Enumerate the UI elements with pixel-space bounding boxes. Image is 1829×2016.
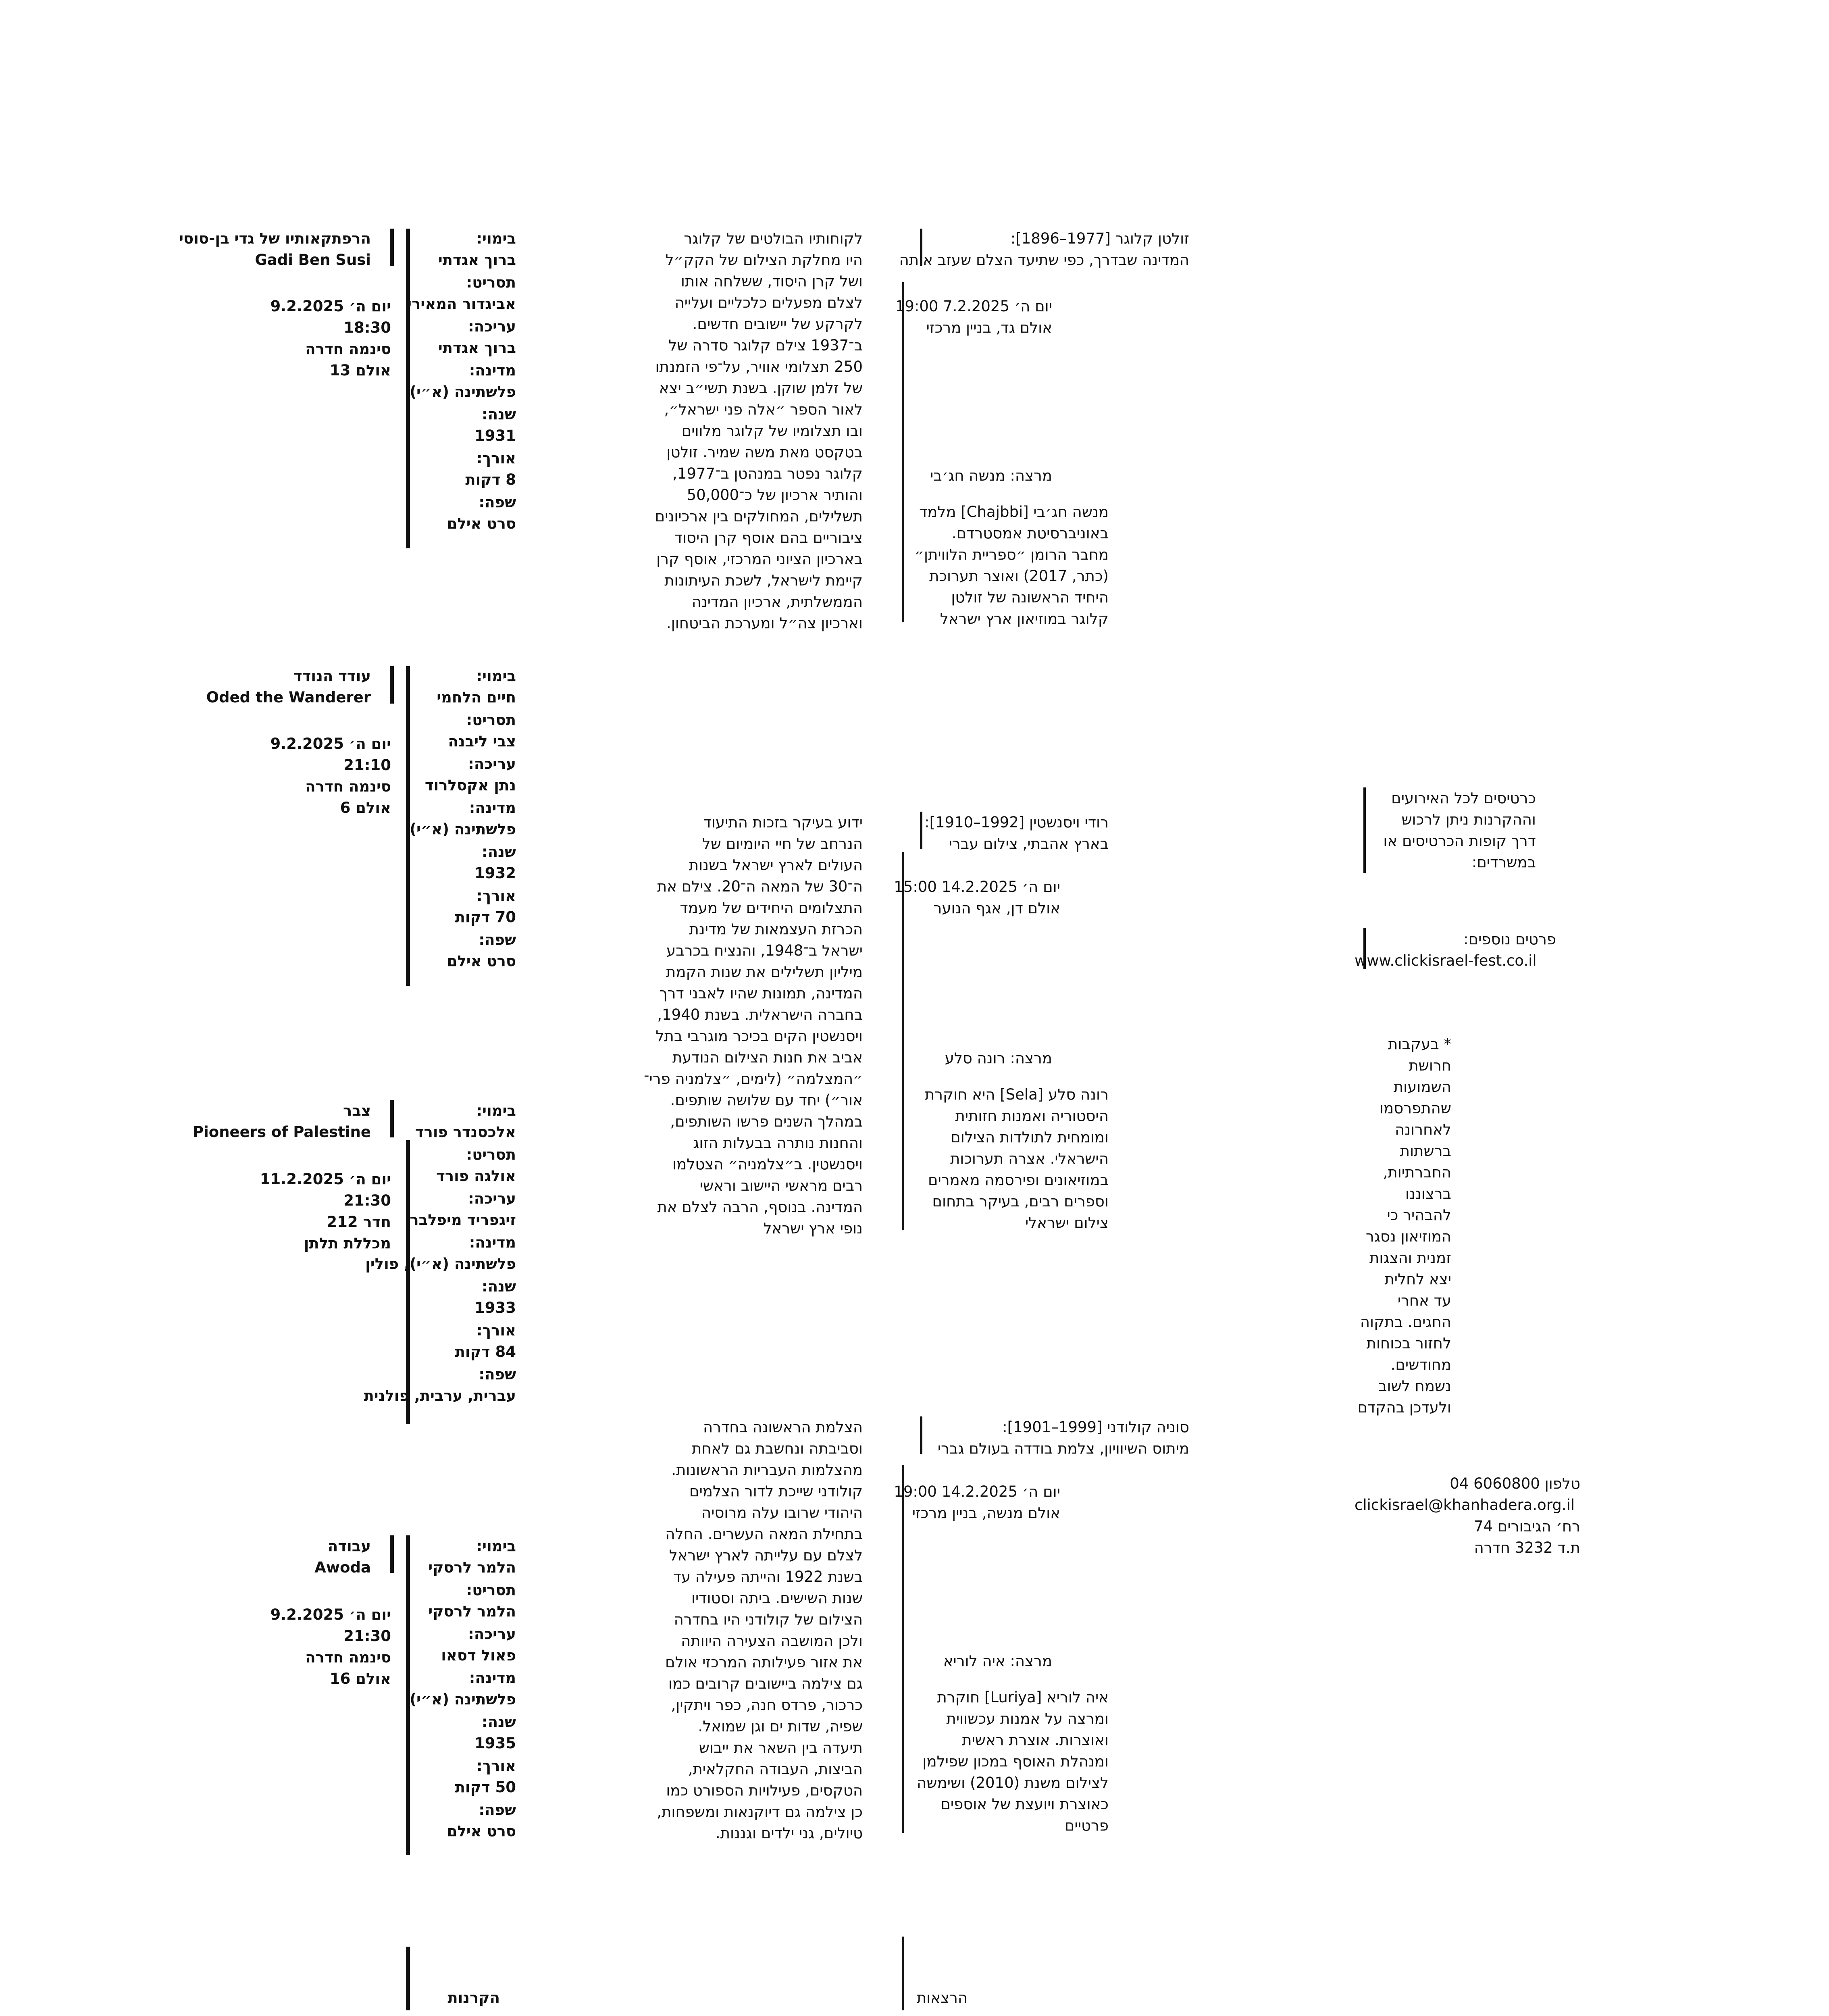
closure-note: * בעקבות חרושת השמועות שהתפרסמו לאחרונה ברשתות החברתיות, ברצוננו להבהיר כי המוזיאון נסגר זמנית והצגות יצא לחלית עד אחרי החגים. בתקוה לחזור בכוחות מחודשים. נשמח לשוב ולעדכן בהקדם bbox=[1357, 1035, 1451, 1416]
screening-date: יום ה׳ 9.2.2025 bbox=[270, 1606, 391, 1623]
lecture-speaker: זולטן קלוגר [1977–1896]: bbox=[1010, 230, 1189, 247]
credit-language: שפה: עברית, ערבית, פולנית bbox=[364, 1366, 516, 1404]
contact-pobox: ת.ד 3232 חדרה bbox=[1474, 1539, 1580, 1556]
film-title-block bbox=[129, 665, 371, 708]
film-title-he: עודד הנודד bbox=[293, 667, 371, 685]
film-title-en: Gadi Ben Susi bbox=[255, 251, 371, 269]
film-title-block bbox=[129, 228, 371, 271]
credit-year: שנה: 1933 bbox=[474, 1278, 516, 1316]
screening-venue: סינמה חדרה bbox=[305, 340, 391, 358]
lecture-speaker: רודי ויסנשטין [1992–1910]: bbox=[924, 814, 1109, 831]
credits-list bbox=[355, 665, 516, 973]
credit-script: תסריט: הלמר לרסקי bbox=[428, 1581, 516, 1620]
lecture-host-bio: איה לוריא [Luriya] חוקרת ומרצה על אמנות עכשווית ואוצרות. אוצרת ראשית ומנהלת האוסף במכון שפילמן לצילום משנת (2010) ושימשה כאוצרת ויועצת של אוספים פרטיים bbox=[917, 1689, 1109, 1834]
screening-venue: סינמה חדרה bbox=[305, 1649, 391, 1666]
credit-editing: עריכה: נתן אקסלרוד bbox=[424, 755, 516, 794]
film-title-en: Awoda bbox=[314, 1559, 371, 1576]
lecture-header bbox=[923, 1416, 1189, 1459]
credit-editing: עריכה: זיגפריד מיפלבר bbox=[410, 1190, 516, 1229]
credit-year: שנה: 1932 bbox=[474, 843, 516, 882]
credit-editing: עריכה: ברוך אגדתי bbox=[438, 318, 516, 356]
credit-editing: עריכה: פאול דסאו bbox=[441, 1625, 516, 1664]
credit-length: אורך: 70 דקות bbox=[455, 887, 516, 926]
lecture-title: בארץ אהבתי, צילום עברי bbox=[949, 835, 1109, 852]
credit-language: שפה: סרט אילם bbox=[447, 494, 516, 532]
credit-year: שנה: 1931 bbox=[474, 406, 516, 444]
credit-director: בימוי: אלכסנדר פורד bbox=[415, 1102, 516, 1141]
contact-email[interactable]: clickisrael@khanhadera.org.il bbox=[1355, 1496, 1575, 1514]
screening-venue: סינמה חדרה bbox=[305, 778, 391, 795]
film-title-he: עבודה bbox=[327, 1537, 371, 1555]
credit-length: אורך: 8 דקות bbox=[465, 450, 516, 488]
film-title-block bbox=[129, 1535, 371, 1578]
screening-date: יום ה׳ 9.2.2025 bbox=[270, 735, 391, 752]
lecture-host: מרצה: מנשה חג׳בי bbox=[930, 467, 1052, 484]
screening-time: 21:30 bbox=[343, 1627, 391, 1645]
lecture-time: יום ה׳ 7.2.2025 19:00 אולם גד, בניין מרכזי bbox=[895, 298, 1052, 336]
contact-phone: טלפון 6060800 04 bbox=[1450, 1475, 1580, 1492]
credit-language: שפה: סרט אילם bbox=[447, 1801, 516, 1840]
lecture-host-bio: רונה סלע [Sela] היא חוקרת היסטוריה ואמנות חזותית ומומחית לתולדות הצילום הישראלי. אצרה תערוכות במוזיאונים ופירסמה מאמרים וספרים רבים, בעיקר בתחום צילום ישראלי bbox=[924, 1086, 1109, 1231]
credit-year: שנה: 1935 bbox=[474, 1713, 516, 1752]
film-title-en: Pioneers of Palestine bbox=[193, 1123, 371, 1141]
credit-length: אורך: 50 דקות bbox=[455, 1757, 516, 1796]
lecture-title: המדינה שבדרך, כפי שתיעד הצלם שעזב אותה bbox=[899, 251, 1189, 269]
lecture-host-bio: מנשה חג׳בי [Chajbbi] מלמד באוניברסיטת אמסטרדם. מחבר הרומן ״ספריית הלוויתן״ (כתר, 2017) ואוצר תערוכת היחיד הראשונה של זולטן קלוגר במוזיאון ארץ ישראל bbox=[914, 503, 1109, 627]
lecture-header bbox=[923, 812, 1109, 854]
lecture-speaker: סוניה קולודני [1999–1901]: bbox=[1002, 1418, 1189, 1436]
lecture-header bbox=[899, 228, 1189, 271]
credits-list bbox=[355, 228, 516, 535]
divider bbox=[920, 1416, 922, 1454]
film-title-he: צבר bbox=[343, 1102, 371, 1119]
screening-date: יום ה׳ 11.2.2025 bbox=[260, 1170, 391, 1188]
film-title-en: Oded the Wanderer bbox=[206, 689, 371, 706]
contact-street: רח׳ הגיבורים 74 bbox=[1474, 1518, 1580, 1535]
credit-script: תסריט: צבי ליבנה bbox=[448, 711, 516, 750]
details-info bbox=[1355, 929, 1556, 971]
lecture-time: יום ה׳ 14.2.2025 15:00 אולם דן, אגף הנוער bbox=[894, 878, 1060, 917]
screening-time: 21:10 bbox=[343, 756, 391, 774]
bio-paragraph: הצלמת הראשונה בחדרה וסביבתה ונחשבת גם לאחת מהצלמות העבריות הראשונות. קולודני שייכת לדור הצלמים היהודי שרובו עלה מרוסיה בתחילת המאה העשרים. החלה לצלם עם עלייתה לארץ ישראל בשנת 1922 והייתה פעילה עד שנות השישים. ביתה וסטודיו הצילום של קולודני היו בחדרה ולכן המושבה הצעירה היוותה את אזור פעילותה המרכזי אולם גם צילמה ביישובים קרובים כמו כרכור, פרדס חנה, כפר ויתקין, שפיה, שדות ים וגן שמואל. תיעדה בין השאר את ייבוש הביצות, העבודה החקלאית, הטקסים, פעילויות הספורט כמו כן צילמה גם דיוקנאות ומשפחות, טיולים, גני ילדים וגננות. bbox=[657, 1418, 863, 1842]
credit-country: מדינה: פלשתינה (א״י) bbox=[410, 1669, 516, 1708]
section-screenings: הקרנות bbox=[447, 1989, 500, 2006]
screening-date: יום ה׳ 9.2.2025 bbox=[270, 298, 391, 315]
bio-paragraph: ידוע בעיקר בזכות התיעוד הנרחב של חיי היומיום של העולים לארץ ישראל בשנות ה־30 של המאה ה־20. צילם את התצלומים היחידים של מעמד הכרזת העצמאות של מדינת ישראל ב־1948, והנציח בכרבע מיליון תשלילים את שנות הקמת המדינה, תמונות שהיו לאבני דרך בחברה הישראלית. בשנת 1940, ויסנשטין הקים בכיכר מוגרבי בתל אביב את חנות הצילום הנודעת ״המצלמה״ (לימים, ״צלמניה פרי־ אור״) יחד עם שלושה שותפים. במהלך השנים פרשו השותפים, והחנות נותרה בבעלות הזוג ויסנשטין. ב״צלמניה״ הצטלמו רבים מראשי היישוב וראשי המדינה. בנוסף, הרבה לצלם את נופי ארץ ישראל bbox=[644, 814, 863, 1237]
screening-hall: מכללת תלתן bbox=[304, 1235, 391, 1252]
credits-list bbox=[355, 1535, 516, 1843]
credit-language: שפה: סרט אילם bbox=[447, 931, 516, 970]
film-title-he: הרפתקאותיו של גדי בן-סוסי bbox=[179, 230, 371, 247]
screening-time: 21:30 bbox=[343, 1192, 391, 1209]
screening-venue: חדר 212 bbox=[327, 1213, 391, 1231]
screening-hall: אולם 13 bbox=[329, 362, 391, 379]
credit-director: בימוי: חיים הלחמי bbox=[437, 667, 516, 706]
divider bbox=[920, 812, 922, 849]
screening-hall: אולם 6 bbox=[340, 799, 391, 816]
tickets-info: כרטיסים לכל האירועים וההקרנות ניתן לרכוש דרך קופות הכרטיסים או במשרדים: bbox=[1383, 789, 1536, 871]
screening-time: 18:30 bbox=[343, 319, 391, 336]
bio-paragraph: לקוחותיו הבולטים של קלוגר היו מחלקת הצילום של הקק״ל ושל קרן היסוד, ששלחה אותו לצלם מפעלים כלכליים ועלייה לקרקע של יישובים חדשים. ב־1937 צילם קלוגר סדרה של 250 תצלומי אוויר, על־פי הזמנתו של זלמן שוקן. בשנת תשי״ב יצא לאור הספר ״אלה פני ישראל״, ובו תצלומיו של קלוגר מלווים בטקסט מאת משה שמיר. זולטן קלוגר נפטר במנהטן ב־1977, והותיר ארכיון של כ־50,000 תשלילים, המחולקים בין ארכיונים ציבוריים בהם אוסף קרן היסוד בארכיון הציוני המרכזי, אוסף קרן קיימת לישראל, לשכת העיתונות הממשלתית, ארכיון המדינה וארכיון צה״ל ומערכת הביטחון. bbox=[655, 230, 863, 632]
details-url[interactable]: www.clickisrael-fest.co.il bbox=[1355, 952, 1537, 969]
section-lectures: הרצאות bbox=[916, 1989, 968, 2006]
lecture-host: מרצה: איה לוריא bbox=[943, 1652, 1052, 1670]
credit-length: אורך: 84 דקות bbox=[455, 1322, 516, 1360]
details-label: פרטים נוספים: bbox=[1463, 931, 1556, 948]
contact-info bbox=[1355, 1473, 1580, 1558]
credit-director: בימוי: ברוך אגדתי bbox=[438, 230, 516, 269]
credits-list bbox=[335, 1100, 516, 1408]
lecture-title: מיתוס השיוויון, צלמת בודדה בעולם גברי bbox=[937, 1440, 1189, 1457]
credit-director: בימוי: הלמר לרסקי bbox=[428, 1537, 516, 1576]
credit-script: תסריט: אולגה פורד bbox=[436, 1146, 516, 1185]
credit-country: מדינה: פלשתינה (א״י) bbox=[410, 799, 516, 838]
credit-country: מדינה: פלשתינה (א״י), פולין bbox=[365, 1234, 516, 1272]
lecture-time: יום ה׳ 14.2.2025 19:00 אולם מנשה, בניין מרכזי bbox=[894, 1483, 1060, 1522]
credit-country: מדינה: פלשתינה (א״י) bbox=[410, 362, 516, 400]
credit-script: תסריט: אביגדור המאירי bbox=[407, 274, 516, 312]
screening-hall: אולם 16 bbox=[329, 1670, 391, 1687]
lecture-host: מרצה: רונה סלע bbox=[945, 1050, 1052, 1067]
